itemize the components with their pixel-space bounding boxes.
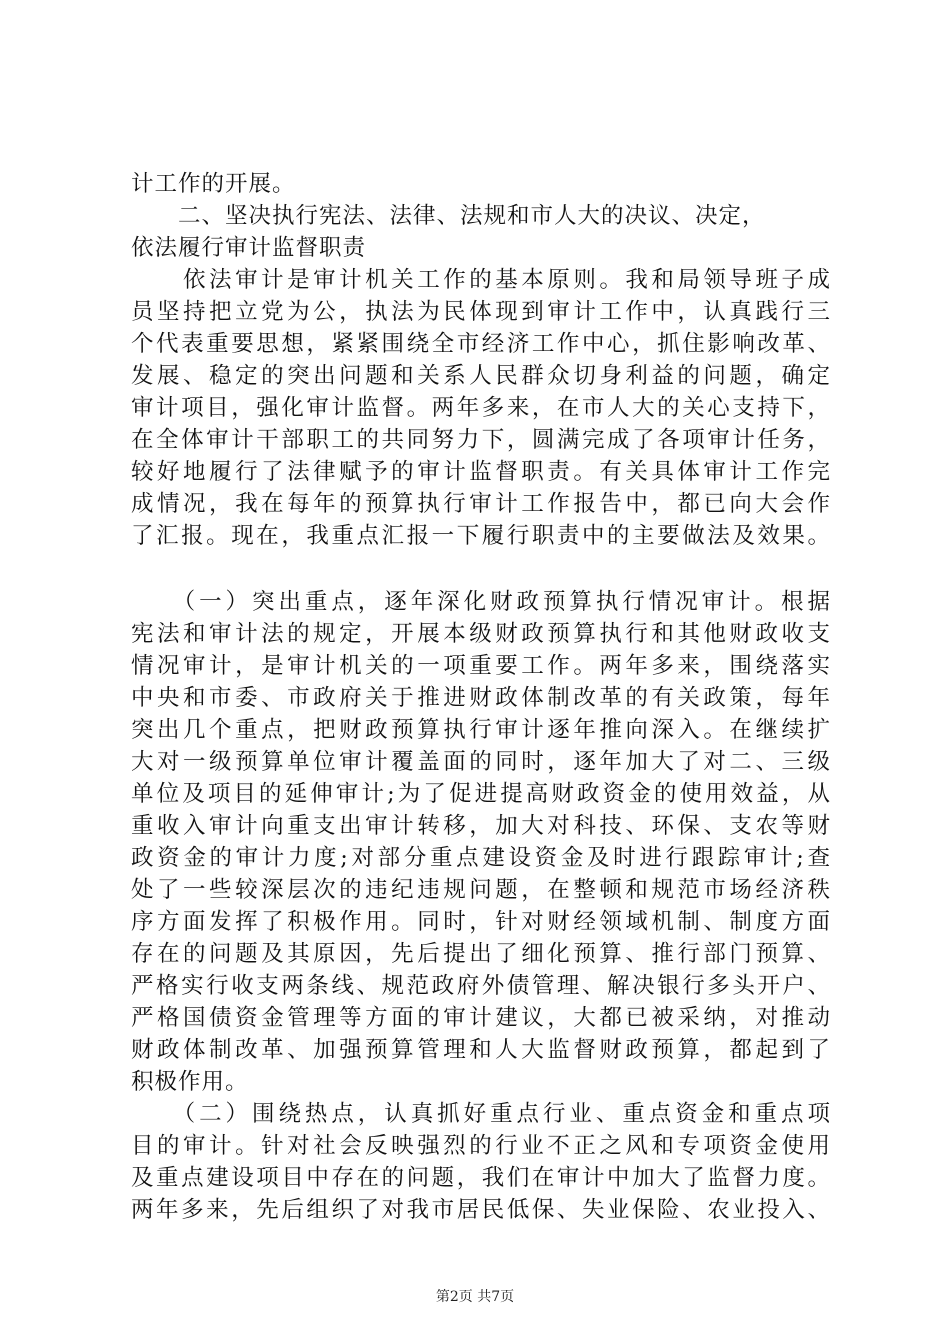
text-line: （二）围绕热点，认真抓好重点行业、重点资金和重点项: [131, 1101, 831, 1127]
text-line: 较好地履行了法律赋予的审计监督职责。有关具体审计工作完: [131, 459, 831, 485]
text-line: 中央和市委、市政府关于推进财政体制改革的有关政策，每年: [131, 685, 831, 711]
text-line: 突出几个重点，把财政预算执行审计逐年推向深入。在继续扩: [131, 717, 831, 743]
paragraph-gap: [131, 552, 831, 586]
paragraph: [131, 586, 831, 1098]
text-line: 处了一些较深层次的违纪违规问题，在整顿和规范市场经济秩: [131, 877, 831, 903]
text-line: 个代表重要思想，紧紧围绕全市经济工作中心，抓住影响改革、: [131, 331, 831, 357]
page-footer: [0, 1286, 950, 1306]
text-line: 宪法和审计法的规定，开展本级财政预算执行和其他财政收支: [131, 621, 831, 647]
paragraph: [131, 168, 831, 200]
text-line: 情况审计，是审计机关的一项重要工作。两年多来，围绕落实: [131, 653, 831, 679]
text-line: （一）突出重点，逐年深化财政预算执行情况审计。根据: [131, 589, 831, 615]
paragraph: [131, 264, 831, 552]
text-line: 计工作的开展。: [131, 171, 296, 197]
section-heading: [131, 200, 831, 264]
document-body: [131, 168, 831, 1226]
text-line: 依法审计是审计机关工作的基本原则。我和局领导班子成: [131, 267, 831, 293]
text-line: 成情况，我在每年的预算执行审计工作报告中，都已向大会作: [131, 491, 831, 517]
text-line: 二、坚决执行宪法、法律、法规和市人大的决议、决定，: [131, 203, 766, 229]
text-line: 序方面发挥了积极作用。同时，针对财经领域机制、制度方面: [131, 909, 831, 935]
text-line: 单位及项目的延伸审计;为了促进提高财政资金的使用效益，从: [131, 781, 831, 807]
text-line: 了汇报。现在，我重点汇报一下履行职责中的主要做法及效果。: [131, 523, 831, 549]
text-line: 审计项目，强化审计监督。两年多来，在市人大的关心支持下，: [131, 395, 831, 421]
text-line: 在全体审计干部职工的共同努力下，圆满完成了各项审计任务，: [131, 427, 831, 453]
text-line: 积极作用。: [131, 1069, 249, 1095]
text-line: 存在的问题及其原因，先后提出了细化预算、推行部门预算、: [131, 941, 831, 967]
text-line: 发展、稳定的突出问题和关系人民群众切身利益的问题，确定: [131, 363, 831, 389]
text-line: 严格实行收支两条线、规范政府外债管理、解决银行多头开户、: [131, 973, 831, 999]
text-line: 政资金的审计力度;对部分重点建设资金及时进行跟踪审计;查: [131, 845, 831, 871]
text-line: 两年多来，先后组织了对我市居民低保、失业保险、农业投入、: [131, 1197, 831, 1223]
text-line: 及重点建设项目中存在的问题，我们在审计中加大了监督力度。: [131, 1165, 831, 1191]
text-line: 严格国债资金管理等方面的审计建议，大都已被采纳，对推动: [131, 1005, 831, 1031]
page-number-label: 第2页 共7页: [435, 1289, 515, 1305]
text-line: 重收入审计向重支出审计转移，加大对科技、环保、支农等财: [131, 813, 831, 839]
text-line: 大对一级预算单位审计覆盖面的同时，逐年加大了对二、三级: [131, 749, 831, 775]
paragraph: [131, 1098, 831, 1226]
text-line: 财政体制改革、加强预算管理和人大监督财政预算，都起到了: [131, 1037, 831, 1063]
text-line: 员坚持把立党为公，执法为民体现到审计工作中，认真践行三: [131, 299, 831, 325]
text-line: 依法履行审计监督职责: [131, 235, 367, 261]
text-line: 目的审计。针对社会反映强烈的行业不正之风和专项资金使用: [131, 1133, 831, 1159]
